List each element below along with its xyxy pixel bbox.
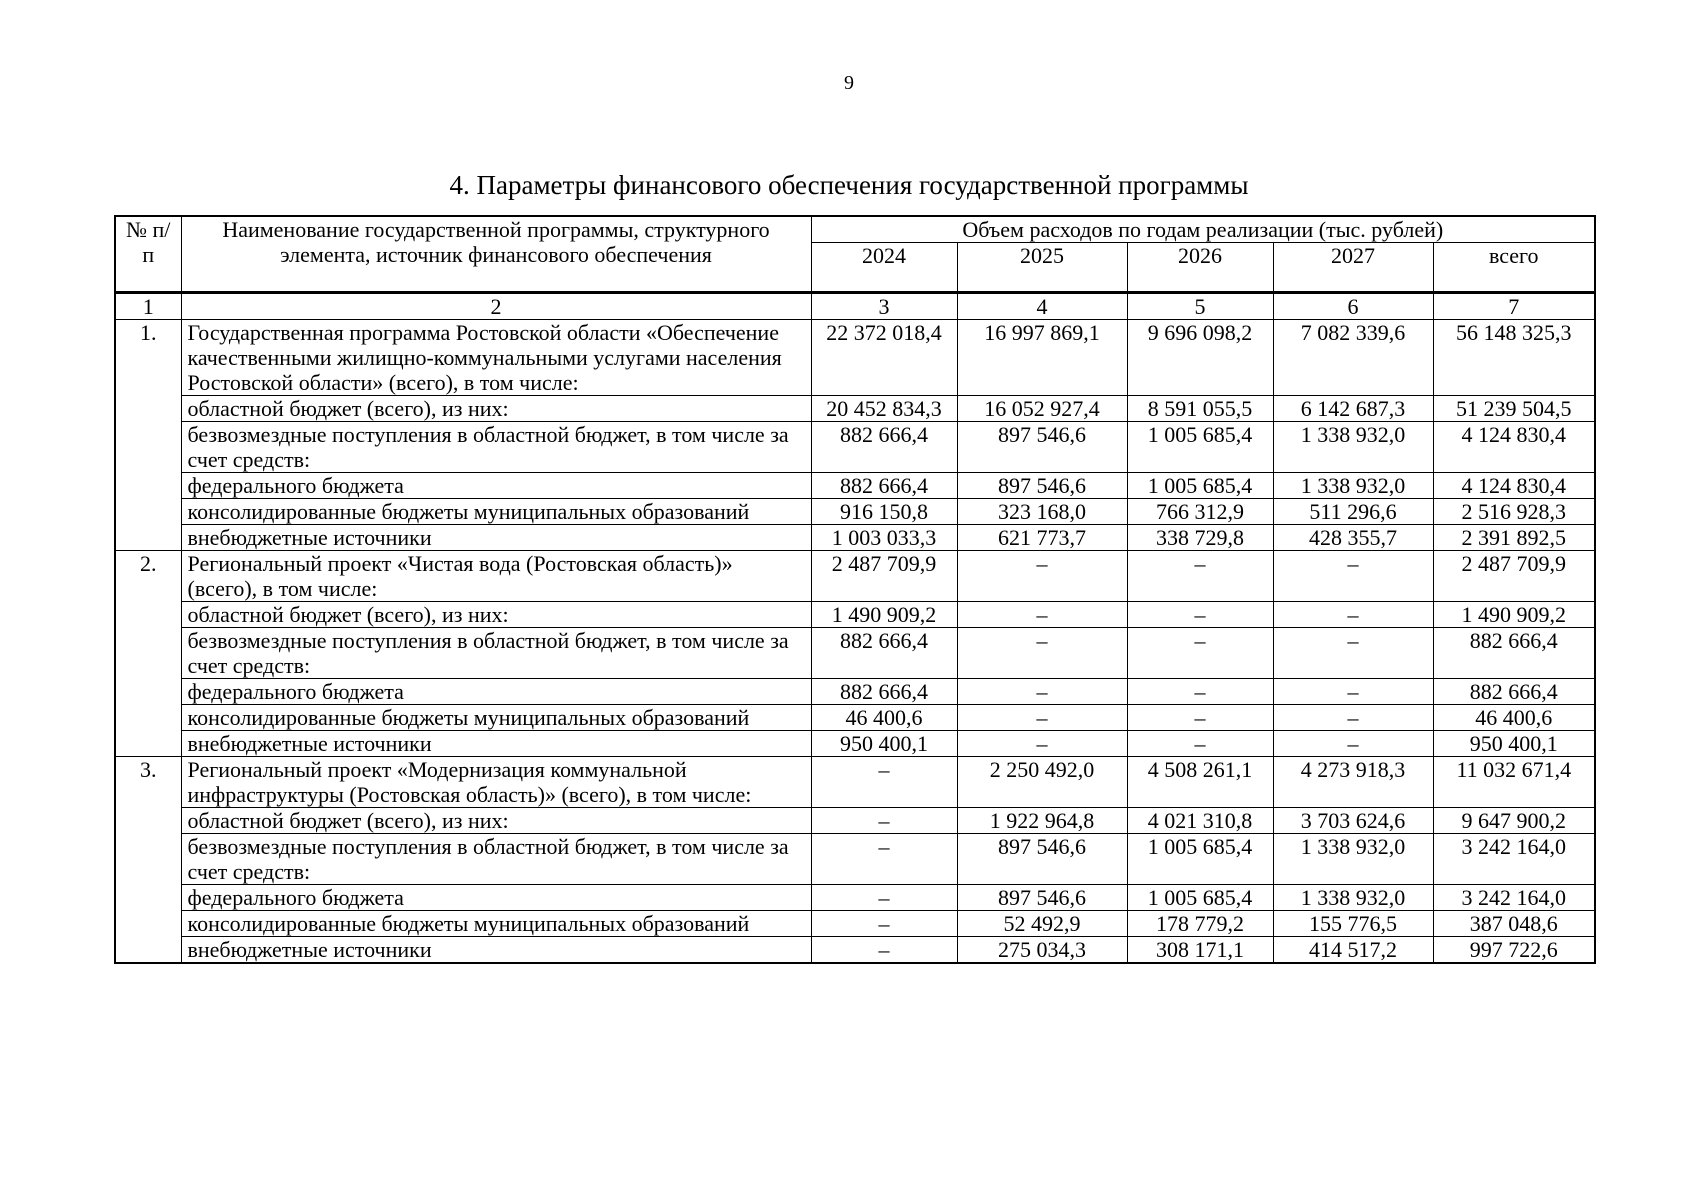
row-name: областной бюджет (всего), из них: [181,808,811,834]
index-cell: 7 [1433,293,1595,320]
index-cell: 6 [1273,293,1433,320]
year-value: 1 005 685,4 [1127,834,1273,885]
table-row [115,885,1595,911]
year-value: – [811,937,957,964]
year-value: 9 696 098,2 [1127,320,1273,396]
year-value: – [1127,679,1273,705]
year-value: – [1273,551,1433,602]
year-value: – [1273,602,1433,628]
total-value: 4 124 830,4 [1433,473,1595,499]
year-value: – [1273,679,1433,705]
year-value: 8 591 055,5 [1127,396,1273,422]
year-value: 621 773,7 [957,525,1127,551]
index-cell: 1 [115,293,181,320]
year-value: – [811,911,957,937]
year-value: 4 021 310,8 [1127,808,1273,834]
row-number: 1. [115,320,181,551]
table-row [115,602,1595,628]
index-row [115,293,1595,320]
year-value: 414 517,2 [1273,937,1433,964]
table-row [115,499,1595,525]
table-row [115,396,1595,422]
year-value: 3 703 624,6 [1273,808,1433,834]
index-cell: 3 [811,293,957,320]
row-name: Государственная программа Ростовской области «Обеспечение качественными жилищно-коммунальными услугами населения Ростовской области» (всего), в том числе: [181,320,811,396]
table-row [115,551,1595,602]
row-number: 3. [115,757,181,964]
year-value: – [957,602,1127,628]
year-value: 1 338 932,0 [1273,885,1433,911]
year-value: 882 666,4 [811,628,957,679]
total-value: 882 666,4 [1433,628,1595,679]
year-value: 1 490 909,2 [811,602,957,628]
year-value: 308 171,1 [1127,937,1273,964]
year-value: 1 338 932,0 [1273,834,1433,885]
year-value: 46 400,6 [811,705,957,731]
year-value: 4 508 261,1 [1127,757,1273,808]
header-year: 2027 [1273,243,1433,293]
year-value: 916 150,8 [811,499,957,525]
year-value: 511 296,6 [1273,499,1433,525]
year-value: – [957,628,1127,679]
total-value: 882 666,4 [1433,679,1595,705]
year-value: 22 372 018,4 [811,320,957,396]
table-row [115,808,1595,834]
year-value: 766 312,9 [1127,499,1273,525]
year-value: – [1127,551,1273,602]
year-value: 52 492,9 [957,911,1127,937]
year-value: 6 142 687,3 [1273,396,1433,422]
total-value: 4 124 830,4 [1433,422,1595,473]
year-value: – [1273,731,1433,757]
table-row [115,473,1595,499]
row-name: консолидированные бюджеты муниципальных образований [181,911,811,937]
table-row [115,834,1595,885]
row-name: областной бюджет (всего), из них: [181,396,811,422]
page-number: 9 [844,72,854,94]
index-cell: 2 [181,293,811,320]
year-value: – [1127,602,1273,628]
year-value: 7 082 339,6 [1273,320,1433,396]
year-value: 897 546,6 [957,885,1127,911]
table-row [115,705,1595,731]
year-value: 178 779,2 [1127,911,1273,937]
row-name: внебюджетные источники [181,937,811,964]
table-row [115,757,1595,808]
header-year: 2026 [1127,243,1273,293]
table-row [115,320,1595,396]
total-value: 3 242 164,0 [1433,885,1595,911]
year-value: 16 052 927,4 [957,396,1127,422]
header-year: 2025 [957,243,1127,293]
row-name: внебюджетные источники [181,731,811,757]
row-name: областной бюджет (всего), из них: [181,602,811,628]
table-row [115,422,1595,473]
year-value: – [1127,628,1273,679]
row-name: безвозмездные поступления в областной бюджет, в том числе за счет средств: [181,628,811,679]
total-value: 1 490 909,2 [1433,602,1595,628]
year-value: 1 338 932,0 [1273,473,1433,499]
year-value: – [957,731,1127,757]
row-name: Региональный проект «Чистая вода (Ростовская область)» (всего), в том числе: [181,551,811,602]
year-value: – [1127,705,1273,731]
total-value: 2 516 928,3 [1433,499,1595,525]
year-value: 275 034,3 [957,937,1127,964]
table-body [115,216,1595,963]
row-name: безвозмездные поступления в областной бюджет, в том числе за счет средств: [181,834,811,885]
table-row [115,679,1595,705]
total-value: 2 391 892,5 [1433,525,1595,551]
index-cell: 5 [1127,293,1273,320]
year-value: – [957,705,1127,731]
total-value: 2 487 709,9 [1433,551,1595,602]
year-value: – [1273,628,1433,679]
row-name: консолидированные бюджеты муниципальных образований [181,705,811,731]
total-value: 387 048,6 [1433,911,1595,937]
year-value: 2 487 709,9 [811,551,957,602]
row-name: федерального бюджета [181,885,811,911]
year-value: 323 168,0 [957,499,1127,525]
year-value: 950 400,1 [811,731,957,757]
year-value: 1 922 964,8 [957,808,1127,834]
header-row-1 [115,216,1595,243]
year-value: 1 005 685,4 [1127,885,1273,911]
table-row [115,525,1595,551]
header-year: 2024 [811,243,957,293]
year-value: – [811,834,957,885]
year-value: 1 005 685,4 [1127,422,1273,473]
year-value: – [1273,705,1433,731]
financing-table [114,215,1596,964]
row-name: безвозмездные поступления в областной бюджет, в том числе за счет средств: [181,422,811,473]
year-value: 155 776,5 [1273,911,1433,937]
year-value: 428 355,7 [1273,525,1433,551]
section-title: 4. Параметры финансового обеспечения государственной программы [449,170,1249,200]
year-value: 882 666,4 [811,473,957,499]
year-value: 897 546,6 [957,422,1127,473]
total-value: 997 722,6 [1433,937,1595,964]
year-value: – [811,885,957,911]
total-value: 51 239 504,5 [1433,396,1595,422]
row-name: внебюджетные источники [181,525,811,551]
table-row [115,628,1595,679]
year-value: 4 273 918,3 [1273,757,1433,808]
year-value: 16 997 869,1 [957,320,1127,396]
total-value: 3 242 164,0 [1433,834,1595,885]
year-value: 1 338 932,0 [1273,422,1433,473]
row-name: консолидированные бюджеты муниципальных образований [181,499,811,525]
row-name: федерального бюджета [181,473,811,499]
total-value: 56 148 325,3 [1433,320,1595,396]
row-number: 2. [115,551,181,757]
total-value: 11 032 671,4 [1433,757,1595,808]
year-value: – [811,808,957,834]
header-num: № п/п [115,216,181,293]
total-value: 950 400,1 [1433,731,1595,757]
header-name: Наименование государственной программы, структурного элемента, источник финансового обеспечения [181,216,811,293]
year-value: 897 546,6 [957,473,1127,499]
year-value: 897 546,6 [957,834,1127,885]
table-row [115,731,1595,757]
header-total: всего [1433,243,1595,293]
year-value: 2 250 492,0 [957,757,1127,808]
row-name: федерального бюджета [181,679,811,705]
year-value: 338 729,8 [1127,525,1273,551]
table-row [115,911,1595,937]
year-value: 1 005 685,4 [1127,473,1273,499]
year-value: – [957,551,1127,602]
table-row [115,937,1595,964]
year-value: 20 452 834,3 [811,396,957,422]
total-value: 46 400,6 [1433,705,1595,731]
year-value: 882 666,4 [811,679,957,705]
row-name: Региональный проект «Модернизация коммунальной инфраструктуры (Ростовская область)» (всего), в том числе: [181,757,811,808]
total-value: 9 647 900,2 [1433,808,1595,834]
year-value: – [957,679,1127,705]
year-value: – [1127,731,1273,757]
year-value: 1 003 033,3 [811,525,957,551]
year-value: 882 666,4 [811,422,957,473]
header-group: Объем расходов по годам реализации (тыс. рублей) [811,216,1595,243]
year-value: – [811,757,957,808]
index-cell: 4 [957,293,1127,320]
